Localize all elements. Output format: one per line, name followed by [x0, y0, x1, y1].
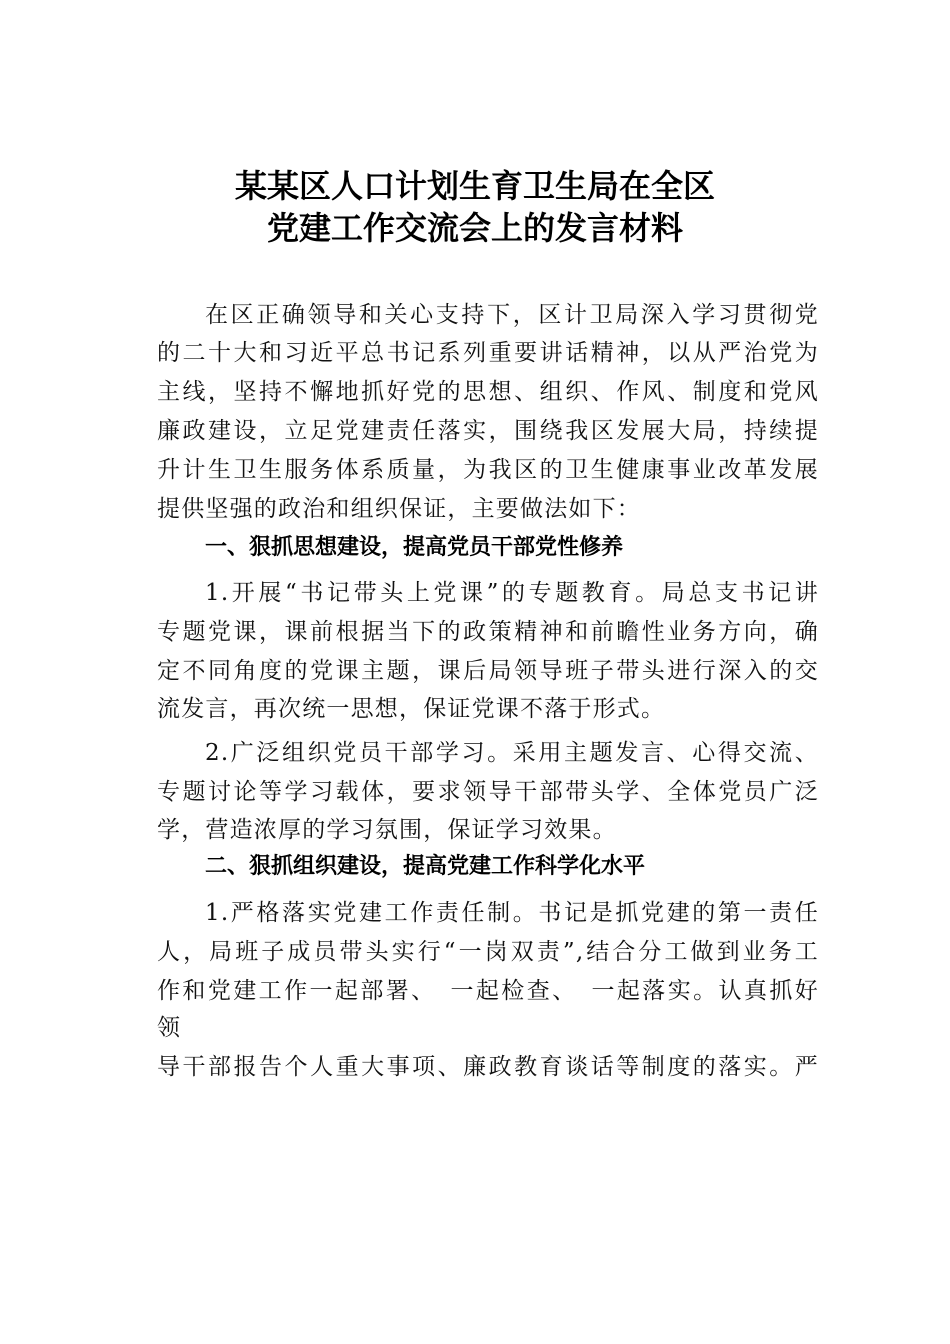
- intro-line-1: 在区正确领导和关心支持下，区计卫局深入学习贯彻党: [205, 302, 819, 328]
- intro-line-5: 升计生卫生服务体系质量，为我区的卫生健康事业改革发展: [157, 457, 819, 483]
- section-2-item-1-line-2: 人，局班子成员带头实行“一岗双责”,结合分工做到业务工: [157, 939, 819, 965]
- section-1-item-1-line-1: 1.开展“书记带头上党课”的专题教育。局总支书记讲: [205, 580, 819, 606]
- section-1-item-1-line-3: 定不同角度的党课主题，课后局领导班子带头进行深入的交: [157, 658, 819, 684]
- intro-line-6: 提供坚强的政治和组织保证，主要做法如下：: [157, 496, 641, 522]
- intro-line-3: 主线，坚持不懈地抓好党的思想、组织、作风、制度和党风: [157, 379, 819, 405]
- section-1-item-2-line-1: 2.广泛组织党员干部学习。采用主题发言、心得交流、: [205, 740, 819, 766]
- section-1-item-1-line-2: 专题党课，课前根据当下的政策精神和前瞻性业务方向，确: [157, 619, 819, 645]
- intro-line-2: 的二十大和习近平总书记系列重要讲话精神，以从严治党为: [157, 340, 819, 366]
- intro-line-4: 廉政建设，立足党建责任落实，围绕我区发展大局，持续提: [157, 418, 819, 444]
- section-1-item-2-line-2: 专题讨论等学习载体，要求领导干部带头学、全体党员广泛: [157, 779, 819, 805]
- section-1-heading: 一、狠抓思想建设，提高党员干部党性修养: [205, 535, 624, 560]
- section-2-item-1-line-5: 导干部报告个人重大事项、廉政教育谈话等制度的落实。严: [157, 1054, 819, 1080]
- document-title-line-1: 某某区人口计划生育卫生局在全区: [234, 167, 715, 205]
- section-1-item-1-line-4: 流发言，再次统一思想，保证党课不落于形式。: [157, 696, 666, 722]
- section-2-item-1-line-4: 领: [157, 1015, 182, 1041]
- document-title-line-2: 党建工作交流会上的发言材料: [266, 209, 683, 247]
- section-1-item-2-line-3: 学，营造浓厚的学习氛围，保证学习效果。: [157, 817, 617, 843]
- section-2-item-1-line-1: 1.严格落实党建工作责任制。书记是抓党建的第一责任: [205, 900, 819, 926]
- section-2-heading: 二、狠抓组织建设，提高党建工作科学化水平: [205, 854, 646, 879]
- section-2-item-1-line-3: 作和党建工作一起部署、 一起检查、 一起落实。认真抓好: [157, 978, 819, 1004]
